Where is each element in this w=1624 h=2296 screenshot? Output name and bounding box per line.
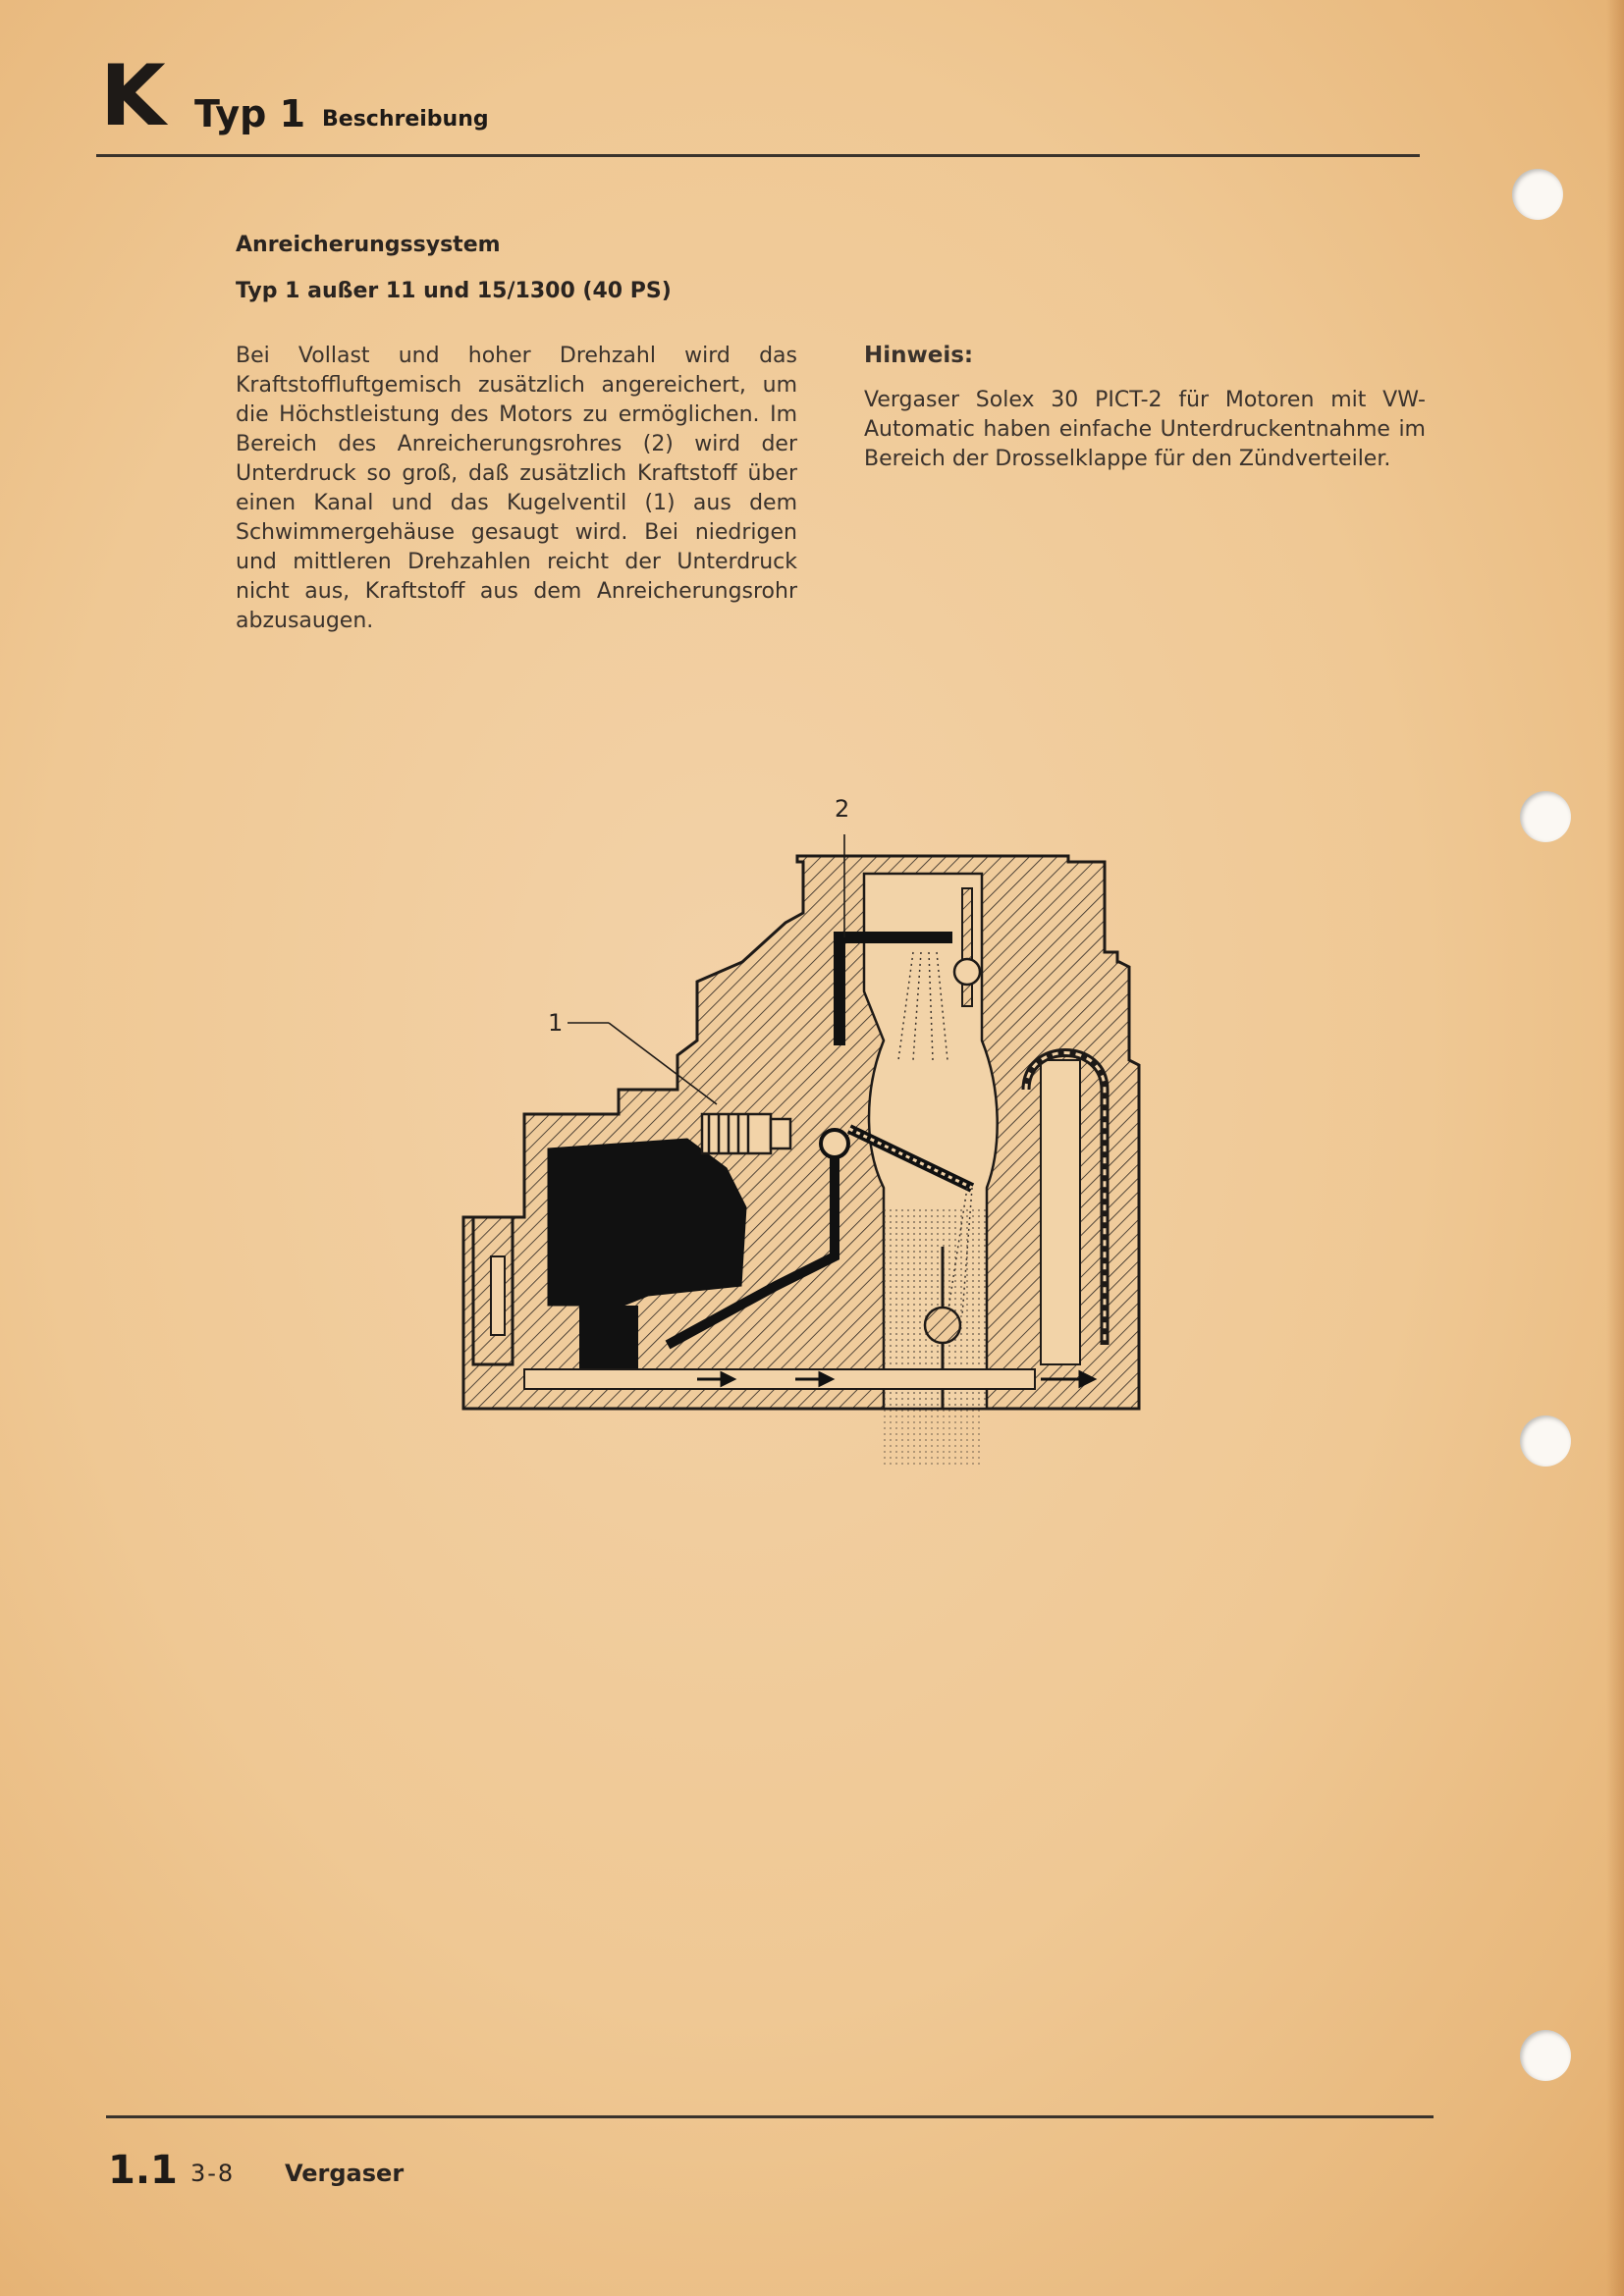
description-paragraph: Bei Vollast und hoher Drehzahl wird das Kraftstoffluftgemisch zusätzlich angereichert, um die Höchstleistung des Motors zu ermöglichen. Im Bereich des Anreicherungsrohres (2) wird der Unterdruck so groß, daß zusätzlich Kraftstoff über einen Kanal und das Kugelventil (1) aus dem Schwimmergehäuse gesaugt wird. Bei niedrigen und mittleren Drehzahlen reicht der Unterdruck nicht aus, Kraftstoff aus dem Anreicherungsrohr abzusaugen.	[236, 344, 797, 633]
page-edge-shadow	[1606, 0, 1624, 2296]
diagram-label-1: 1	[548, 1009, 564, 1037]
binder-hole	[1512, 169, 1563, 220]
footer-title: Vergaser	[285, 2160, 405, 2187]
binder-hole	[1520, 2030, 1571, 2081]
section-letter: K	[100, 47, 166, 145]
carburetor-diagram	[452, 795, 1159, 1472]
binder-hole	[1520, 1415, 1571, 1467]
note-text: Vergaser Solex 30 PICT-2 für Motoren mit VW-Automatic haben einfache Unterdruckentnahme im Bereich der Drosselklappe für den Zündverteiler.	[864, 388, 1426, 471]
header-rule	[96, 154, 1420, 157]
page-header	[100, 47, 1424, 159]
binder-hole	[1520, 791, 1571, 842]
header-description: Beschreibung	[322, 107, 489, 132]
footer-section-number: 1.1	[108, 2148, 178, 2193]
section-subheading: Typ 1 außer 11 und 15/1300 (40 PS)	[236, 279, 672, 303]
footer-rule	[106, 2115, 1434, 2118]
section-heading: Anreicherungssystem	[236, 233, 501, 257]
carburetor-cross-section-svg	[452, 795, 1159, 1472]
footer-page-number: 3-8	[190, 2160, 236, 2187]
header-type: Typ 1	[194, 92, 306, 135]
diagram-label-2: 2	[835, 795, 850, 823]
note-title: Hinweis:	[864, 343, 974, 368]
